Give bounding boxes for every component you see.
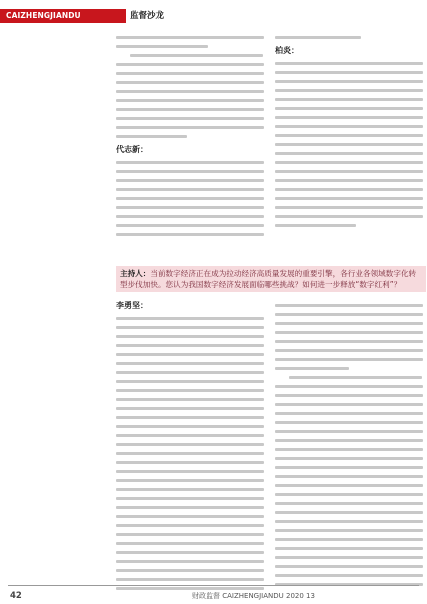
paragraph (275, 376, 423, 586)
moderator-question-callout (116, 266, 426, 292)
footer-divider (8, 585, 419, 586)
article-column-left-top (116, 30, 264, 225)
moderator-question: 当前数字经济正在成为拉动经济高质量发展的重要引擎，各行业各领域数字化转型步伐加快。您认为我国数字经济发展面临哪些挑战？如何进一步释放“数字红利”？ (120, 269, 417, 289)
speaker-label: 李勇坚： (116, 301, 148, 310)
paragraph (275, 36, 423, 39)
article-column-right-bottom (275, 298, 423, 593)
paragraph (116, 36, 264, 48)
magazine-name: CAIZHENGJIANDU (6, 11, 81, 20)
moderator-label: 主持人： (120, 269, 151, 278)
paragraph (116, 317, 264, 590)
article-column-left-bottom (116, 298, 264, 593)
paragraph (275, 304, 423, 370)
footer-publication: 财政监督 CAIZHENGJIANDU 2020 13 (192, 592, 315, 600)
paragraph (275, 62, 423, 227)
paragraph (116, 54, 264, 138)
article-column-right-top (275, 30, 423, 245)
paragraph (116, 161, 264, 236)
speaker-label: 柏炎： (275, 46, 299, 55)
section-title: 监督沙龙 (130, 11, 165, 21)
page-number: 42 (10, 591, 22, 601)
speaker-label: 代志新： (116, 145, 148, 154)
